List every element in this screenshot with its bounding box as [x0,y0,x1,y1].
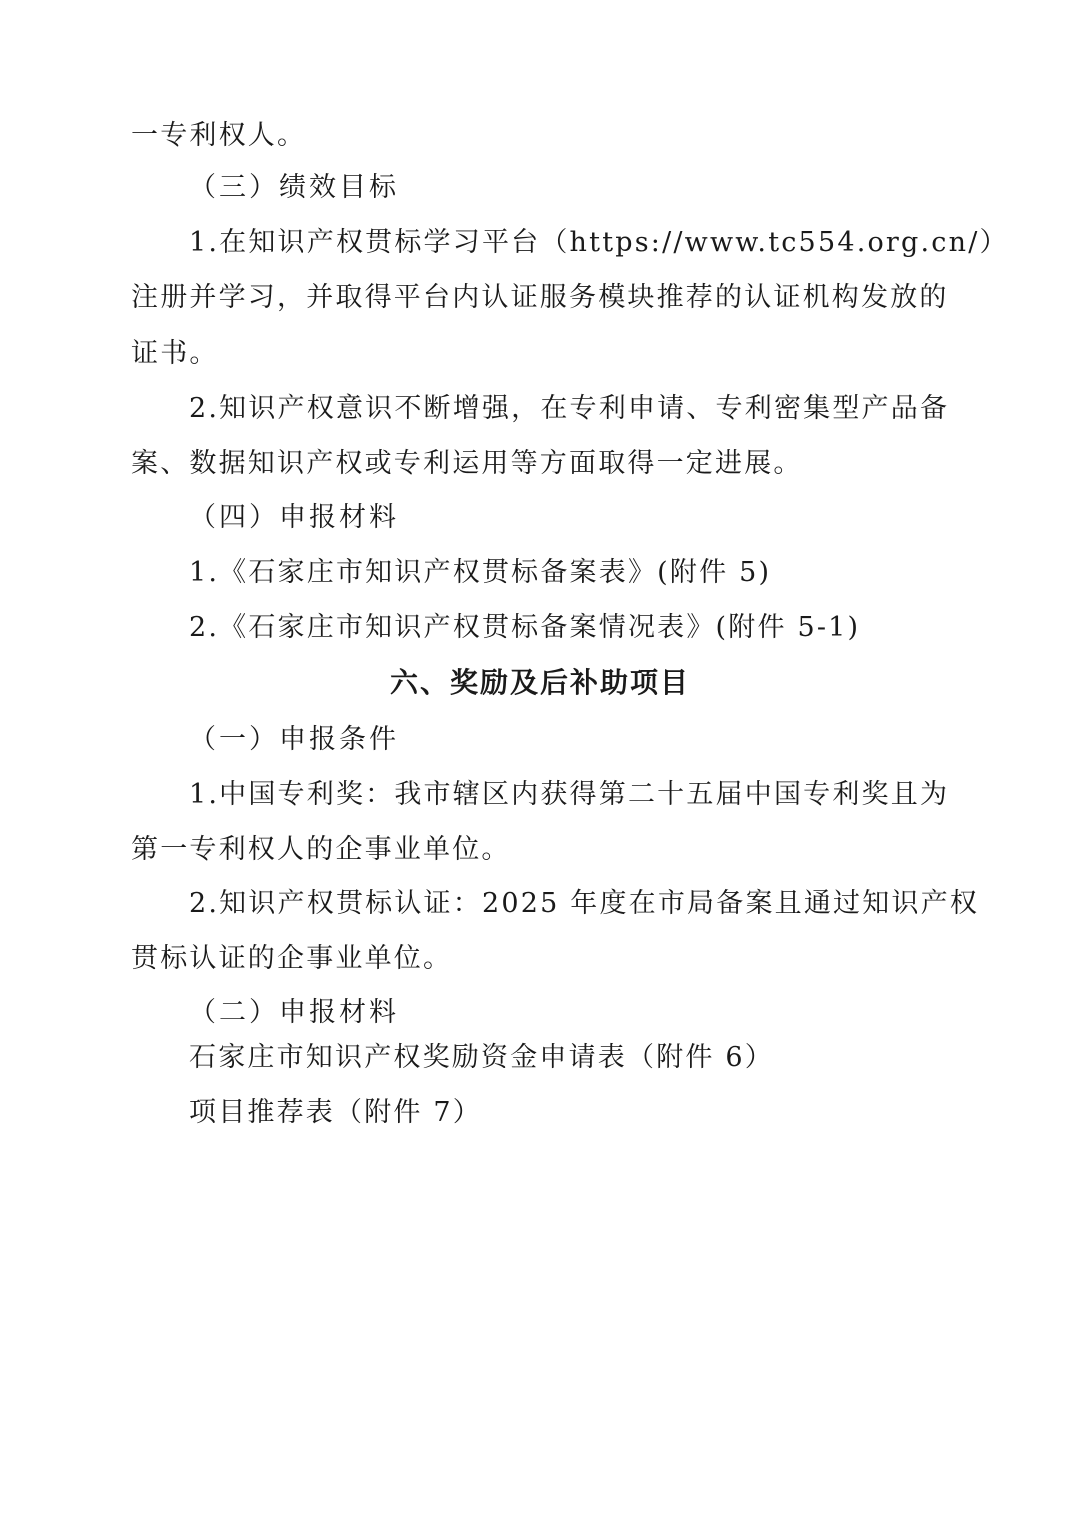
goal-item-1-line-3: 证书。 [131,338,219,369]
goal-item-1-line-2: 注册并学习，并取得平台内认证服务模块推荐的认证机构发放的 [131,282,949,313]
subheading-materials: （四）申报材料 [189,502,399,533]
subheading-performance-goals: （三）绩效目标 [189,172,399,203]
subheading-conditions: （一）申报条件 [189,724,399,755]
goal-item-2-line-1: 2.知识产权意识不断增强，在专利申请、专利密集型产品备 [189,393,950,424]
material-item-1: 1.《石家庄市知识产权贯标备案表》(附件 5) [189,557,772,588]
material-item-recommend-form: 项目推荐表（附件 7） [189,1097,482,1128]
section-title-rewards: 六、奖励及后补助项目 [389,666,690,699]
condition-item-1-line-2: 第一专利权人的企事业单位。 [131,834,511,865]
goal-item-2-line-2: 案、数据知识产权或专利运用等方面取得一定进展。 [131,448,803,479]
condition-item-1-line-1: 1.中国专利奖：我市辖区内获得第二十五届中国专利奖且为 [189,779,950,810]
subheading-materials-2: （二）申报材料 [189,997,399,1028]
material-item-2: 2.《石家庄市知识产权贯标备案情况表》(附件 5-1) [189,612,861,643]
goal-item-1-line-1: 1.在知识产权贯标学习平台（https://www.tc554.org.cn/） [189,227,1009,258]
material-item-award-form: 石家庄市知识产权奖励资金申请表（附件 6） [189,1042,774,1073]
condition-item-2-line-1: 2.知识产权贯标认证：2025 年度在市局备案且通过知识产权 [189,888,980,919]
condition-item-2-line-2: 贯标认证的企事业单位。 [131,943,453,974]
paragraph-continuation: 一专利权人。 [131,120,307,151]
